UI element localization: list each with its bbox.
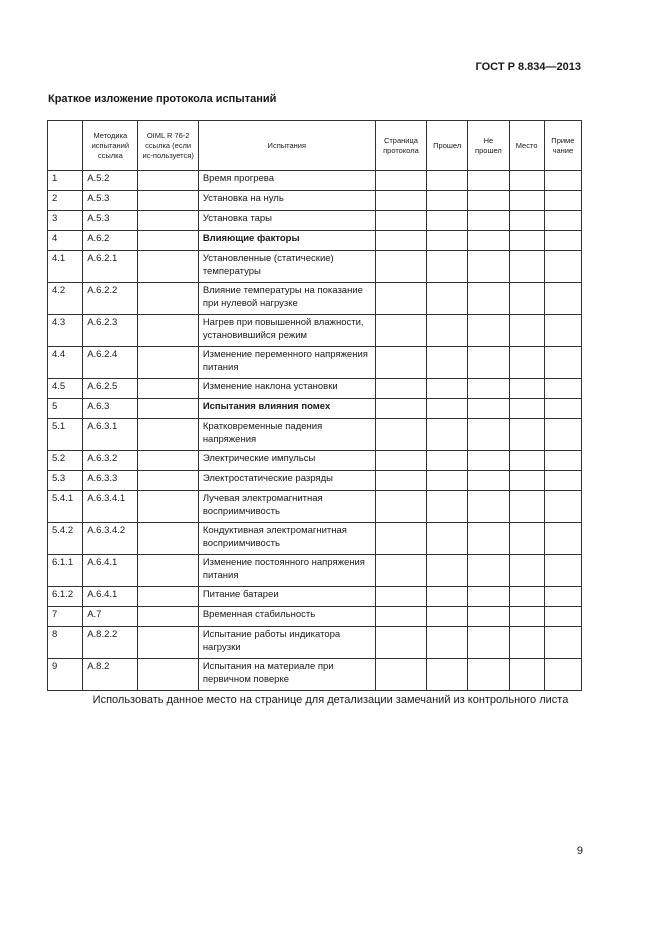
table-header-row <box>48 121 582 171</box>
cell-oiml <box>138 231 198 251</box>
cell-page <box>375 627 426 659</box>
cell-place <box>509 191 544 211</box>
cell-note <box>544 251 581 283</box>
cell-note <box>544 587 581 607</box>
cell-note <box>544 555 581 587</box>
cell-passed <box>427 211 468 231</box>
cell-number: 4.3 <box>48 315 83 347</box>
table-row <box>48 171 582 191</box>
table-row <box>48 251 582 283</box>
table-row <box>48 587 582 607</box>
cell-test: Испытания влияния помех <box>198 399 375 419</box>
table-row <box>48 211 582 231</box>
cell-test: Электростатические разряды <box>198 471 375 491</box>
cell-place <box>509 379 544 399</box>
cell-method: A.6.3.1 <box>83 419 138 451</box>
cell-note <box>544 471 581 491</box>
table-row <box>48 347 582 379</box>
cell-note <box>544 315 581 347</box>
cell-passed <box>427 231 468 251</box>
cell-oiml <box>138 627 198 659</box>
cell-method: A.6.2.1 <box>83 251 138 283</box>
page-number: 9 <box>576 845 583 857</box>
cell-passed <box>427 283 468 315</box>
cell-oiml <box>138 347 198 379</box>
cell-method: A.6.2.4 <box>83 347 138 379</box>
cell-failed <box>468 171 509 191</box>
cell-passed <box>427 315 468 347</box>
table-row <box>48 191 582 211</box>
cell-test: Влияние температуры на показание при нулевой нагрузке <box>198 283 375 315</box>
cell-test: Лучевая электромагнитная восприимчивость <box>198 491 375 523</box>
cell-oiml <box>138 587 198 607</box>
cell-number: 3 <box>48 211 83 231</box>
cell-test: Установка тары <box>198 211 375 231</box>
col-header-failed: Не прошел <box>468 121 509 171</box>
cell-method: A.6.2.2 <box>83 283 138 315</box>
cell-page <box>375 315 426 347</box>
cell-place <box>509 607 544 627</box>
cell-failed <box>468 211 509 231</box>
cell-passed <box>427 399 468 419</box>
cell-oiml <box>138 379 198 399</box>
cell-test: Кратковременные падения напряжения <box>198 419 375 451</box>
cell-place <box>509 283 544 315</box>
cell-passed <box>427 491 468 523</box>
cell-page <box>375 251 426 283</box>
table-row <box>48 659 582 691</box>
cell-page <box>375 471 426 491</box>
cell-test: Время прогрева <box>198 171 375 191</box>
cell-place <box>509 659 544 691</box>
table-row <box>48 315 582 347</box>
cell-number: 4 <box>48 231 83 251</box>
cell-place <box>509 347 544 379</box>
cell-page <box>375 607 426 627</box>
cell-passed <box>427 627 468 659</box>
cell-place <box>509 231 544 251</box>
cell-number: 5.3 <box>48 471 83 491</box>
cell-note <box>544 347 581 379</box>
cell-number: 5.1 <box>48 419 83 451</box>
cell-oiml <box>138 607 198 627</box>
table-row <box>48 399 582 419</box>
table-row <box>48 379 582 399</box>
cell-failed <box>468 607 509 627</box>
cell-number: 6.1.1 <box>48 555 83 587</box>
col-header-passed: Прошел <box>427 121 468 171</box>
section-title: Краткое изложение протокола испытаний <box>48 93 277 105</box>
cell-test: Нагрев при повышенной влажности, установившийся режим <box>198 315 375 347</box>
cell-oiml <box>138 491 198 523</box>
cell-note <box>544 607 581 627</box>
cell-passed <box>427 659 468 691</box>
cell-passed <box>427 587 468 607</box>
cell-passed <box>427 555 468 587</box>
cell-note <box>544 451 581 471</box>
cell-page <box>375 347 426 379</box>
col-header-place: Место <box>509 121 544 171</box>
cell-oiml <box>138 555 198 587</box>
protocol-summary-table <box>47 120 582 691</box>
cell-failed <box>468 627 509 659</box>
cell-page <box>375 491 426 523</box>
cell-method: A.6.2.3 <box>83 315 138 347</box>
cell-note <box>544 419 581 451</box>
cell-page <box>375 231 426 251</box>
cell-failed <box>468 191 509 211</box>
cell-page <box>375 587 426 607</box>
cell-place <box>509 251 544 283</box>
cell-place <box>509 523 544 555</box>
cell-failed <box>468 251 509 283</box>
cell-method: A.5.3 <box>83 191 138 211</box>
table-row <box>48 523 582 555</box>
cell-oiml <box>138 191 198 211</box>
cell-failed <box>468 379 509 399</box>
cell-page <box>375 399 426 419</box>
cell-oiml <box>138 399 198 419</box>
cell-failed <box>468 315 509 347</box>
cell-test: Временная стабильность <box>198 607 375 627</box>
cell-note <box>544 231 581 251</box>
cell-page <box>375 419 426 451</box>
cell-test: Испытания на материале при первичном поверке <box>198 659 375 691</box>
cell-failed <box>468 587 509 607</box>
col-header-number <box>48 121 83 171</box>
cell-oiml <box>138 659 198 691</box>
cell-failed <box>468 283 509 315</box>
cell-place <box>509 171 544 191</box>
cell-passed <box>427 419 468 451</box>
cell-test: Питание батареи <box>198 587 375 607</box>
table-row <box>48 283 582 315</box>
cell-method: A.6.2 <box>83 231 138 251</box>
cell-note <box>544 627 581 659</box>
cell-failed <box>468 231 509 251</box>
table-row <box>48 555 582 587</box>
cell-number: 5.4.1 <box>48 491 83 523</box>
cell-method: A.6.3.2 <box>83 451 138 471</box>
cell-passed <box>427 523 468 555</box>
cell-oiml <box>138 251 198 283</box>
cell-method: A.6.3.4.1 <box>83 491 138 523</box>
cell-test: Испытание работы индикатора нагрузки <box>198 627 375 659</box>
cell-note <box>544 283 581 315</box>
cell-passed <box>427 171 468 191</box>
cell-test: Изменение переменного напряжения питания <box>198 347 375 379</box>
cell-failed <box>468 659 509 691</box>
cell-note <box>544 191 581 211</box>
cell-test: Электрические импульсы <box>198 451 375 471</box>
cell-number: 8 <box>48 627 83 659</box>
cell-method: A.6.2.5 <box>83 379 138 399</box>
cell-method: A.8.2 <box>83 659 138 691</box>
col-header-note: Приме чание <box>544 121 581 171</box>
cell-number: 2 <box>48 191 83 211</box>
cell-note <box>544 399 581 419</box>
cell-passed <box>427 347 468 379</box>
cell-page <box>375 659 426 691</box>
cell-oiml <box>138 171 198 191</box>
document-code: ГОСТ Р 8.834—2013 <box>475 61 581 73</box>
cell-oiml <box>138 523 198 555</box>
cell-method: A.8.2.2 <box>83 627 138 659</box>
cell-oiml <box>138 451 198 471</box>
cell-test: Влияющие факторы <box>198 231 375 251</box>
cell-note <box>544 491 581 523</box>
cell-method: A.6.4.1 <box>83 555 138 587</box>
cell-page <box>375 283 426 315</box>
cell-failed <box>468 491 509 523</box>
cell-place <box>509 471 544 491</box>
cell-method: A.6.3.4.2 <box>83 523 138 555</box>
table-row <box>48 451 582 471</box>
cell-note <box>544 379 581 399</box>
cell-passed <box>427 379 468 399</box>
cell-passed <box>427 251 468 283</box>
cell-note <box>544 211 581 231</box>
table-row <box>48 607 582 627</box>
cell-number: 6.1.2 <box>48 587 83 607</box>
cell-oiml <box>138 315 198 347</box>
cell-failed <box>468 523 509 555</box>
cell-method: A.7 <box>83 607 138 627</box>
cell-test: Установленные (статические) температуры <box>198 251 375 283</box>
cell-method: A.6.3.3 <box>83 471 138 491</box>
cell-page <box>375 379 426 399</box>
cell-oiml <box>138 211 198 231</box>
cell-place <box>509 491 544 523</box>
cell-place <box>509 419 544 451</box>
table-row <box>48 419 582 451</box>
col-header-method: Методика испытаний ссылка <box>83 121 138 171</box>
cell-number: 4.5 <box>48 379 83 399</box>
cell-method: A.6.4.1 <box>83 587 138 607</box>
cell-note <box>544 171 581 191</box>
cell-page <box>375 555 426 587</box>
cell-note <box>544 659 581 691</box>
footer-note: Использовать данное место на странице для детализации замечаний из контрольного листа <box>92 694 569 706</box>
cell-oiml <box>138 419 198 451</box>
cell-place <box>509 451 544 471</box>
cell-method: A.5.3 <box>83 211 138 231</box>
cell-failed <box>468 451 509 471</box>
cell-failed <box>468 347 509 379</box>
cell-number: 5 <box>48 399 83 419</box>
cell-page <box>375 451 426 471</box>
cell-place <box>509 587 544 607</box>
cell-oiml <box>138 283 198 315</box>
cell-number: 4.1 <box>48 251 83 283</box>
cell-number: 5.2 <box>48 451 83 471</box>
cell-test: Изменение постоянного напряжения питания <box>198 555 375 587</box>
cell-place <box>509 315 544 347</box>
cell-number: 7 <box>48 607 83 627</box>
cell-note <box>544 523 581 555</box>
cell-failed <box>468 419 509 451</box>
cell-number: 9 <box>48 659 83 691</box>
cell-passed <box>427 451 468 471</box>
cell-failed <box>468 555 509 587</box>
cell-place <box>509 211 544 231</box>
cell-test: Кондуктивная электромагнитная восприимчивость <box>198 523 375 555</box>
cell-page <box>375 211 426 231</box>
cell-passed <box>427 191 468 211</box>
cell-failed <box>468 399 509 419</box>
cell-page <box>375 523 426 555</box>
cell-oiml <box>138 471 198 491</box>
cell-number: 4.2 <box>48 283 83 315</box>
cell-failed <box>468 471 509 491</box>
cell-page <box>375 171 426 191</box>
table-row <box>48 627 582 659</box>
col-header-page: Страница протокола <box>375 121 426 171</box>
cell-number: 1 <box>48 171 83 191</box>
table-row <box>48 231 582 251</box>
cell-passed <box>427 471 468 491</box>
cell-page <box>375 191 426 211</box>
cell-place <box>509 555 544 587</box>
cell-method: A.5.2 <box>83 171 138 191</box>
cell-passed <box>427 607 468 627</box>
table-row <box>48 491 582 523</box>
cell-number: 5.4.2 <box>48 523 83 555</box>
cell-test: Изменение наклона установки <box>198 379 375 399</box>
cell-place <box>509 399 544 419</box>
cell-test: Установка на нуль <box>198 191 375 211</box>
cell-place <box>509 627 544 659</box>
col-header-oiml: OIML R 76-2 ссылка (если ис-пользуется) <box>138 121 198 171</box>
cell-number: 4.4 <box>48 347 83 379</box>
cell-method: A.6.3 <box>83 399 138 419</box>
table-row <box>48 471 582 491</box>
col-header-test: Испытания <box>198 121 375 171</box>
